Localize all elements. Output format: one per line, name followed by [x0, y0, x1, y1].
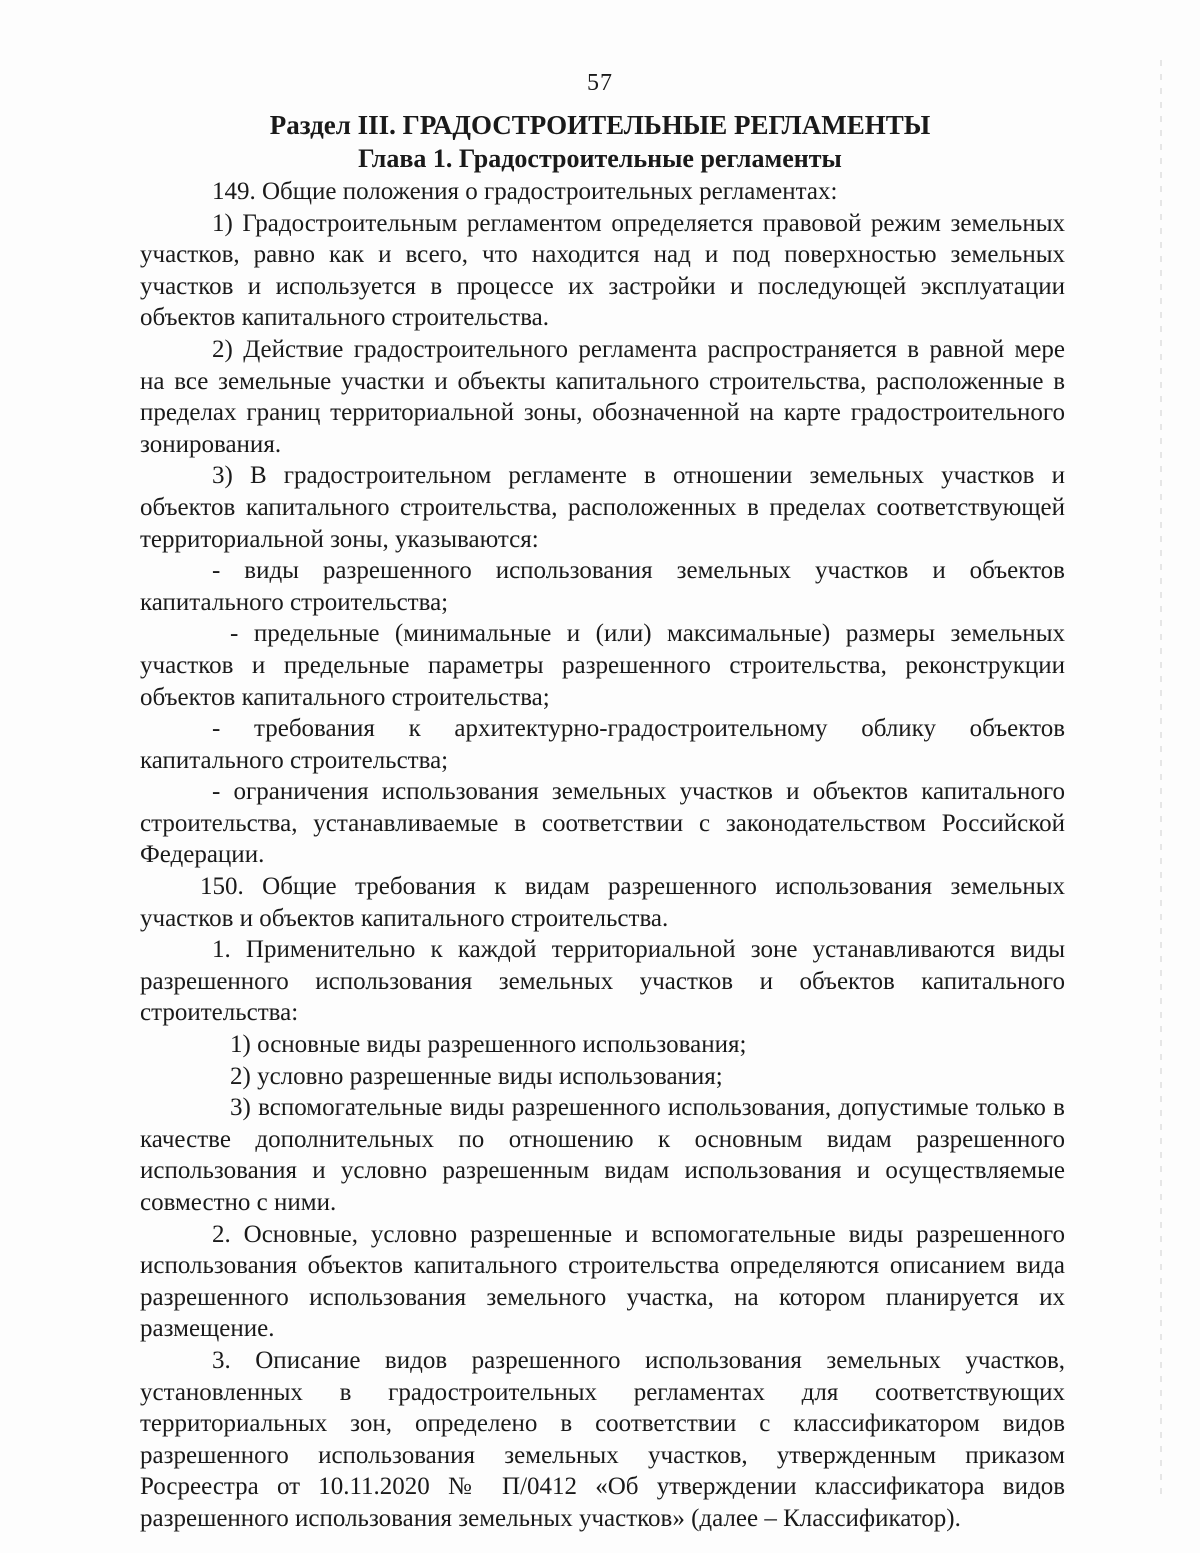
paragraph-149-item-3: 3) В градостроительном регламенте в отношении земельных участков и объектов капитального строительства, расположенных в пределах соответствующей территориальной зоны, указываются: — [140, 462, 1065, 553]
subitem-main-uses: 1) основные виды разрешенного использования; — [230, 1031, 747, 1059]
subitem-conditional-uses: 2) условно разрешенные виды использования; — [230, 1062, 723, 1090]
list-item-use-restrictions: - ограничения использования земельных участков и объектов капитального строительства, устанавливаемые в соответствии с законодательством Российской Федерации. — [140, 778, 1065, 869]
paragraph-149-item-1: 1) Градостроительным регламентом определяется правовой режим земельных участков, равно как и всего, что находится над и под поверхностью земельных участков и используется в процессе их застройки и последующей эксплуатации объектов капитального строительства. — [140, 209, 1065, 332]
scan-edge-artifact — [1160, 60, 1162, 1500]
section-title: Раздел III. ГРАДОСТРОИТЕЛЬНЫЕ РЕГЛАМЕНТЫ — [269, 110, 931, 140]
paragraph-150-item-2: 2. Основные, условно разрешенные и вспомогательные виды разрешенного использования объектов капитального строительства определяются описанием вида разрешенного использования земельного участка, на котором планируется их размещение. — [140, 1220, 1065, 1343]
document-body — [140, 176, 1065, 1535]
chapter-title: Глава 1. Градостроительные регламенты — [358, 144, 842, 173]
page-number: 57 — [587, 70, 613, 96]
paragraph-149-item-2: 2) Действие градостроительного регламента распространяется в равной мере на все земельные участки и объекты капитального строительства, расположенные в пределах границ территориальной зоны, обозначенной на карте градостроительного зонирования. — [140, 335, 1065, 458]
list-item-architecture-requirements: - требования к архитектурно-градостроительному облику объектов капитального строительства; — [140, 715, 1065, 774]
paragraph-150-heading: 150. Общие требования к видам разрешенного использования земельных участков и объектов капитального строительства. — [140, 873, 1065, 932]
list-item-permitted-uses: - виды разрешенного использования земельных участков и объектов капитального строительства; — [140, 557, 1065, 616]
subitem-auxiliary-uses: 3) вспомогательные виды разрешенного использования, допустимые только в качестве дополнительных по отношению к основным видам разрешенного использования и условно разрешенным видам использования и осуществляемые совместно с ними. — [140, 1094, 1065, 1216]
paragraph-149-heading: 149. Общие положения о градостроительных регламентах: — [212, 178, 838, 205]
paragraph-150-item-3: 3. Описание видов разрешенного использования земельных участков, установленных в градостроительных регламентах для соответствующих территориальных зон, определено в соответствии с классификатором видов разрешенного использования земельных участков, утвержденным приказом Росреестра от 10.11.2020 № П/0412 «Об утверждении классификатора видов разрешенного использования земельных участков» (далее – Классификатор). — [140, 1346, 1065, 1532]
list-item-limit-sizes: - предельные (минимальные и (или) максимальные) размеры земельных участков и предельные параметры разрешенного строительства, реконструкции объектов капитального строительства; — [140, 620, 1065, 711]
paragraph-150-item-1: 1. Применительно к каждой территориальной зоне устанавливаются виды разрешенного использования земельных участков и объектов капитального строительства: — [140, 936, 1065, 1027]
